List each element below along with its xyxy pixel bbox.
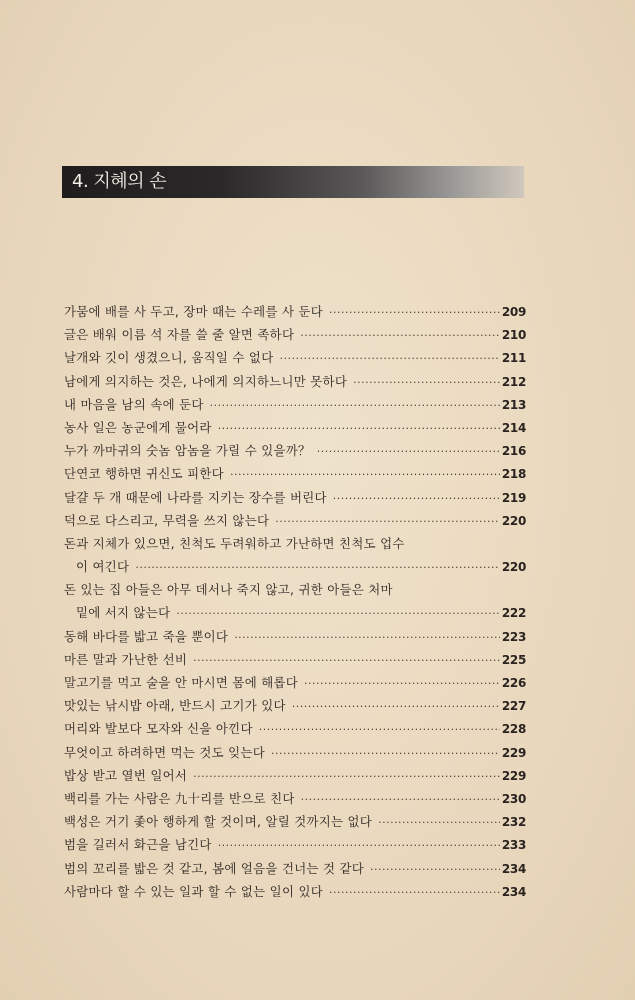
toc-entry-title: 덕으로 다스리고, 무력을 쓰지 않는다 xyxy=(64,512,270,528)
toc-entry xyxy=(64,578,526,601)
toc-entry-continuation xyxy=(64,601,526,624)
toc-entry xyxy=(64,648,526,671)
dot-leader xyxy=(234,626,500,649)
toc-entry-page: 226 xyxy=(501,676,526,690)
dot-leader xyxy=(329,301,500,324)
dot-leader xyxy=(317,440,500,463)
toc-entry xyxy=(64,857,526,880)
chapter-title: 4. 지혜의 손 xyxy=(72,171,167,192)
toc-entry-page: 220 xyxy=(501,560,526,575)
toc-entry-title: 맛있는 낚시밥 아래, 반드시 고기가 있다 xyxy=(64,698,286,714)
dot-leader xyxy=(279,347,499,370)
toc-entry-page: 227 xyxy=(501,699,526,714)
toc-entry-page: 222 xyxy=(501,606,526,621)
toc-entry xyxy=(64,370,526,393)
dot-leader xyxy=(176,602,499,625)
dot-leader xyxy=(378,811,500,834)
toc-entry xyxy=(64,694,526,717)
toc-entry xyxy=(64,717,526,740)
toc-entry xyxy=(64,509,526,532)
toc-entry xyxy=(64,486,526,509)
dot-leader xyxy=(301,788,500,811)
toc-entry-page: 234 xyxy=(501,861,526,876)
toc-entry-title: 누가 까마귀의 숫놈 암놈을 가릴 수 있을까？ xyxy=(64,443,311,459)
toc-entry-title: 내 마음을 남의 속에 둔다 xyxy=(64,396,204,412)
toc-entry-title: 날개와 깃이 생겼으니, 움직일 수 없다 xyxy=(64,350,274,366)
toc-entry-title: 범의 꼬리를 밟은 것 같고, 봄에 얼음을 건너는 것 같다 xyxy=(64,860,365,876)
toc-entry-title: 남에게 의지하는 것은, 나에게 의지하느니만 못하다 xyxy=(64,373,348,389)
toc-entry-title: 달걀 두 개 때문에 나라를 지키는 장수를 버린다 xyxy=(64,489,327,505)
dot-leader xyxy=(353,371,500,394)
toc-entry-page: 214 xyxy=(501,420,526,435)
toc-entry-page: 225 xyxy=(501,652,526,667)
dot-leader xyxy=(218,417,500,440)
toc-entry xyxy=(64,300,526,323)
toc-entry-page: 219 xyxy=(501,490,526,505)
toc-entry-title: 단연코 행하면 귀신도 피한다 xyxy=(64,466,224,482)
toc-entry-page: 234 xyxy=(501,884,526,899)
toc-entry-title: 백성은 거기 좇아 행하게 할 것이며, 알릴 것까지는 없다 xyxy=(64,814,373,830)
toc-entry xyxy=(64,764,526,787)
toc-entry xyxy=(64,416,526,439)
toc-entry xyxy=(64,741,526,764)
toc-entry-page: 228 xyxy=(501,722,526,737)
toc-entry-title: 머리와 발보다 모자와 신을 아낀다 xyxy=(64,721,253,737)
dot-leader xyxy=(292,695,500,718)
toc-entry-page: 216 xyxy=(501,444,526,459)
toc-entry xyxy=(64,393,526,416)
toc-entry-continuation xyxy=(64,555,526,578)
toc-entry-page: 229 xyxy=(501,745,526,760)
dot-leader xyxy=(193,765,500,788)
toc-entry-title: 범을 길러서 화근을 남긴다 xyxy=(64,837,212,853)
dot-leader xyxy=(259,718,500,741)
toc-entry-title: 농사 일은 농군에게 물어라 xyxy=(64,419,212,435)
toc-entry-title: 밥상 받고 열번 일어서 xyxy=(64,767,188,783)
dot-leader xyxy=(333,487,500,510)
dot-leader xyxy=(193,649,500,672)
toc-entry xyxy=(64,833,526,856)
dot-leader xyxy=(135,556,500,579)
toc-entry-page: 223 xyxy=(501,629,526,644)
dot-leader xyxy=(210,394,500,417)
toc-entry xyxy=(64,532,526,555)
dot-leader xyxy=(218,834,500,857)
dot-leader xyxy=(300,324,500,347)
dot-leader xyxy=(230,463,500,486)
dot-leader xyxy=(329,881,500,904)
toc-entry-page: 230 xyxy=(501,791,526,806)
toc-entry-page: 210 xyxy=(501,328,526,343)
toc-entry-title: 돈 있는 집 아들은 아무 데서나 죽지 않고, 귀한 아들은 처마 xyxy=(64,582,393,598)
toc-entry-title: 이 여긴다 xyxy=(76,559,130,575)
toc-entry xyxy=(64,323,526,346)
toc-entry-title: 가뭄에 배를 사 두고, 장마 때는 수레를 사 둔다 xyxy=(64,304,323,319)
toc-entry-page: 232 xyxy=(501,815,526,830)
toc-entry-title: 밑에 서지 않는다 xyxy=(76,605,171,621)
toc-entry-title: 백리를 가는 사람은 九十리를 반으로 친다 xyxy=(64,790,295,806)
dot-leader xyxy=(304,672,500,695)
toc-entry-page: 229 xyxy=(501,768,526,783)
toc-entry-title: 말고기를 먹고 술을 안 마시면 몸에 해롭다 xyxy=(64,675,299,690)
toc-entry-title: 글은 배워 이름 석 자를 쓸 줄 알면 족하다 xyxy=(64,327,295,343)
dot-leader xyxy=(275,510,500,533)
dot-leader xyxy=(271,742,500,765)
toc-entry xyxy=(64,671,526,694)
toc-entry xyxy=(64,439,526,462)
toc-entry xyxy=(64,462,526,485)
chapter-banner xyxy=(62,166,524,198)
toc-entry xyxy=(64,880,526,903)
toc-entry-title: 동해 바다를 밟고 죽을 뿐이다 xyxy=(64,628,229,644)
toc-entry xyxy=(64,787,526,810)
table-of-contents xyxy=(64,300,526,903)
toc-entry-page: 233 xyxy=(501,838,526,853)
toc-entry-title: 무엇이고 하려하면 먹는 것도 잊는다 xyxy=(64,744,265,760)
toc-entry-title: 돈과 지체가 있으면, 친척도 두려워하고 가난하면 친척도 업수 xyxy=(64,535,405,551)
toc-entry-title: 사람마다 할 수 있는 일과 할 수 없는 일이 있다 xyxy=(64,883,323,899)
toc-entry xyxy=(64,625,526,648)
toc-entry-page: 213 xyxy=(501,397,526,412)
toc-entry-title: 마른 말과 가난한 선비 xyxy=(64,651,188,667)
toc-entry-page: 209 xyxy=(501,305,526,319)
dot-leader xyxy=(370,858,500,881)
toc-entry-page: 211 xyxy=(501,351,526,366)
toc-entry xyxy=(64,346,526,369)
toc-entry-page: 220 xyxy=(501,513,526,528)
toc-entry-page: 212 xyxy=(501,374,526,389)
toc-entry xyxy=(64,810,526,833)
toc-entry-page: 218 xyxy=(501,467,526,482)
